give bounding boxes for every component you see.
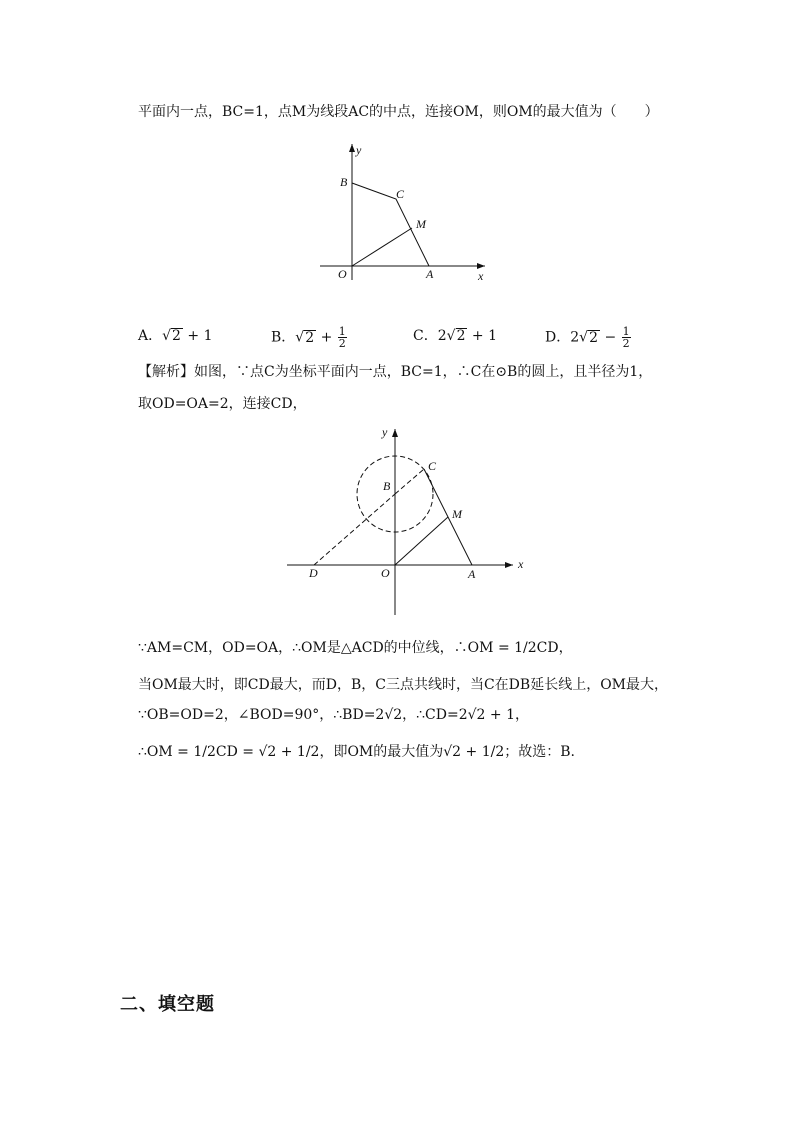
figure2-label-y: y bbox=[382, 425, 388, 439]
solution-line-5: ∵OB=OD=2，∠BOD=90°，∴BD=2√2，∴CD=2√2 + 1， bbox=[138, 707, 530, 723]
section-heading: 二、填空题 bbox=[120, 994, 215, 1015]
option-a: A．√2 + 1 bbox=[138, 328, 213, 344]
option-d-label: D． bbox=[545, 329, 571, 346]
solution-line-3: ∵AM=CM，OD=OA，∴OM是△ACD的中位线，∴OM = 1/2CD， bbox=[138, 640, 573, 656]
figure1-label-b: B bbox=[340, 175, 348, 189]
solution-line-6: ∴OM = 1/2CD = √2 + 1/2，即OM的最大值为√2 + 1/2；故选：B. bbox=[138, 744, 575, 760]
figure1-label-a: A bbox=[426, 267, 434, 280]
question-stem: 平面内一点，BC=1，点M为线段AC的中点，连接OM，则OM的最大值为（ ） bbox=[138, 104, 659, 120]
option-b: B．√2 + $\frac{1}{2}$ bbox=[271, 325, 346, 350]
figure1-label-m: M bbox=[416, 217, 426, 231]
figure2-label-c: C bbox=[428, 459, 437, 473]
solution-figure bbox=[285, 425, 530, 620]
figure2-label-a: A bbox=[468, 567, 476, 581]
solution-line-4: 当OM最大时，即CD最大，而D，B，C三点共线时，当C在DB延长线上，OM最大， bbox=[138, 677, 669, 693]
figure1-label-y: y bbox=[356, 143, 362, 157]
option-c-label: C． bbox=[413, 328, 438, 344]
figure2-label-b: B bbox=[383, 479, 391, 493]
question-figure bbox=[320, 140, 495, 280]
figure2-label-d: D bbox=[309, 566, 318, 580]
figure2-label-o: O bbox=[381, 566, 390, 580]
figure2-label-m: M bbox=[452, 507, 462, 521]
option-a-label: A． bbox=[138, 328, 163, 344]
figure1-label-o: O bbox=[338, 267, 347, 280]
option-c: C．2√2 + 1 bbox=[413, 328, 498, 344]
figure1-label-x: x bbox=[478, 269, 484, 280]
option-d: D．2√2 − $\frac{1}{2}$ bbox=[545, 325, 630, 350]
solution-line-1: 【解析】如图，∵点C为坐标平面内一点，BC=1，∴C在⊙B的圆上，且半径为1， bbox=[138, 364, 653, 380]
figure1-label-c: C bbox=[396, 187, 405, 201]
figure2-label-x: x bbox=[518, 557, 524, 571]
option-b-label: B． bbox=[271, 329, 296, 346]
solution-line-2: 取OD=OA=2，连接CD， bbox=[138, 396, 307, 412]
